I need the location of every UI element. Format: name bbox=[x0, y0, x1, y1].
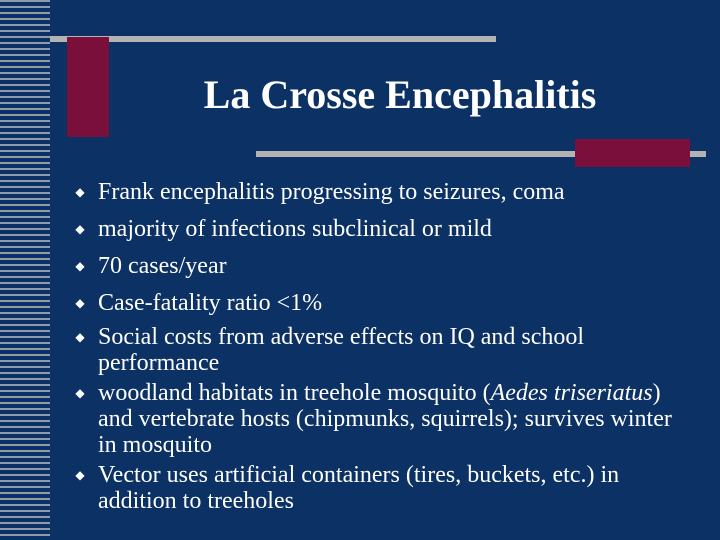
bullet-list bbox=[72, 176, 692, 518]
diamond-bullet-icon: ◆ bbox=[75, 330, 85, 344]
bullet-text-start: woodland habitats in treehole mosquito ( bbox=[98, 380, 491, 406]
slide-title: La Crosse Encephalitis bbox=[203, 72, 597, 117]
bullet-text: 70 cases/year bbox=[98, 253, 227, 279]
diamond-bullet-icon: ◆ bbox=[75, 185, 85, 199]
diamond-bullet-icon: ◆ bbox=[75, 296, 85, 310]
diamond-bullet-icon: ◆ bbox=[75, 222, 85, 236]
bullet-item bbox=[72, 287, 692, 320]
diamond-bullet-icon: ◆ bbox=[75, 259, 85, 273]
bullet-item bbox=[72, 380, 692, 458]
species-name: Aedes triseriatus bbox=[490, 380, 653, 406]
bullet-text: majority of infections subclinical or mild bbox=[98, 216, 492, 242]
bullet-item bbox=[72, 213, 692, 246]
bullet-item bbox=[72, 176, 692, 209]
diamond-bullet-icon: ◆ bbox=[75, 468, 85, 482]
bullet-text: Case-fatality ratio <1% bbox=[98, 290, 323, 316]
mid-maroon-block-decoration bbox=[575, 139, 690, 167]
bullet-text: Frank encephalitis progressing to seizures, coma bbox=[98, 179, 565, 205]
bullet-text: Social costs from adverse effects on IQ and school performance bbox=[98, 324, 585, 376]
bullet-item bbox=[72, 324, 692, 376]
bullet-item bbox=[72, 462, 692, 514]
top-gray-bar-decoration bbox=[50, 36, 496, 42]
diamond-bullet-icon: ◆ bbox=[75, 386, 85, 400]
bullet-text-end: ) and vertebrate hosts (chipmunks, squirrels); survives winter in mosquito bbox=[98, 380, 672, 458]
top-maroon-block-decoration bbox=[67, 37, 109, 137]
bullet-text: Vector uses artificial containers (tires, buckets, etc.) in addition to treeholes bbox=[98, 462, 620, 514]
left-stripe-decoration bbox=[0, 0, 50, 540]
bullet-item bbox=[72, 250, 692, 283]
